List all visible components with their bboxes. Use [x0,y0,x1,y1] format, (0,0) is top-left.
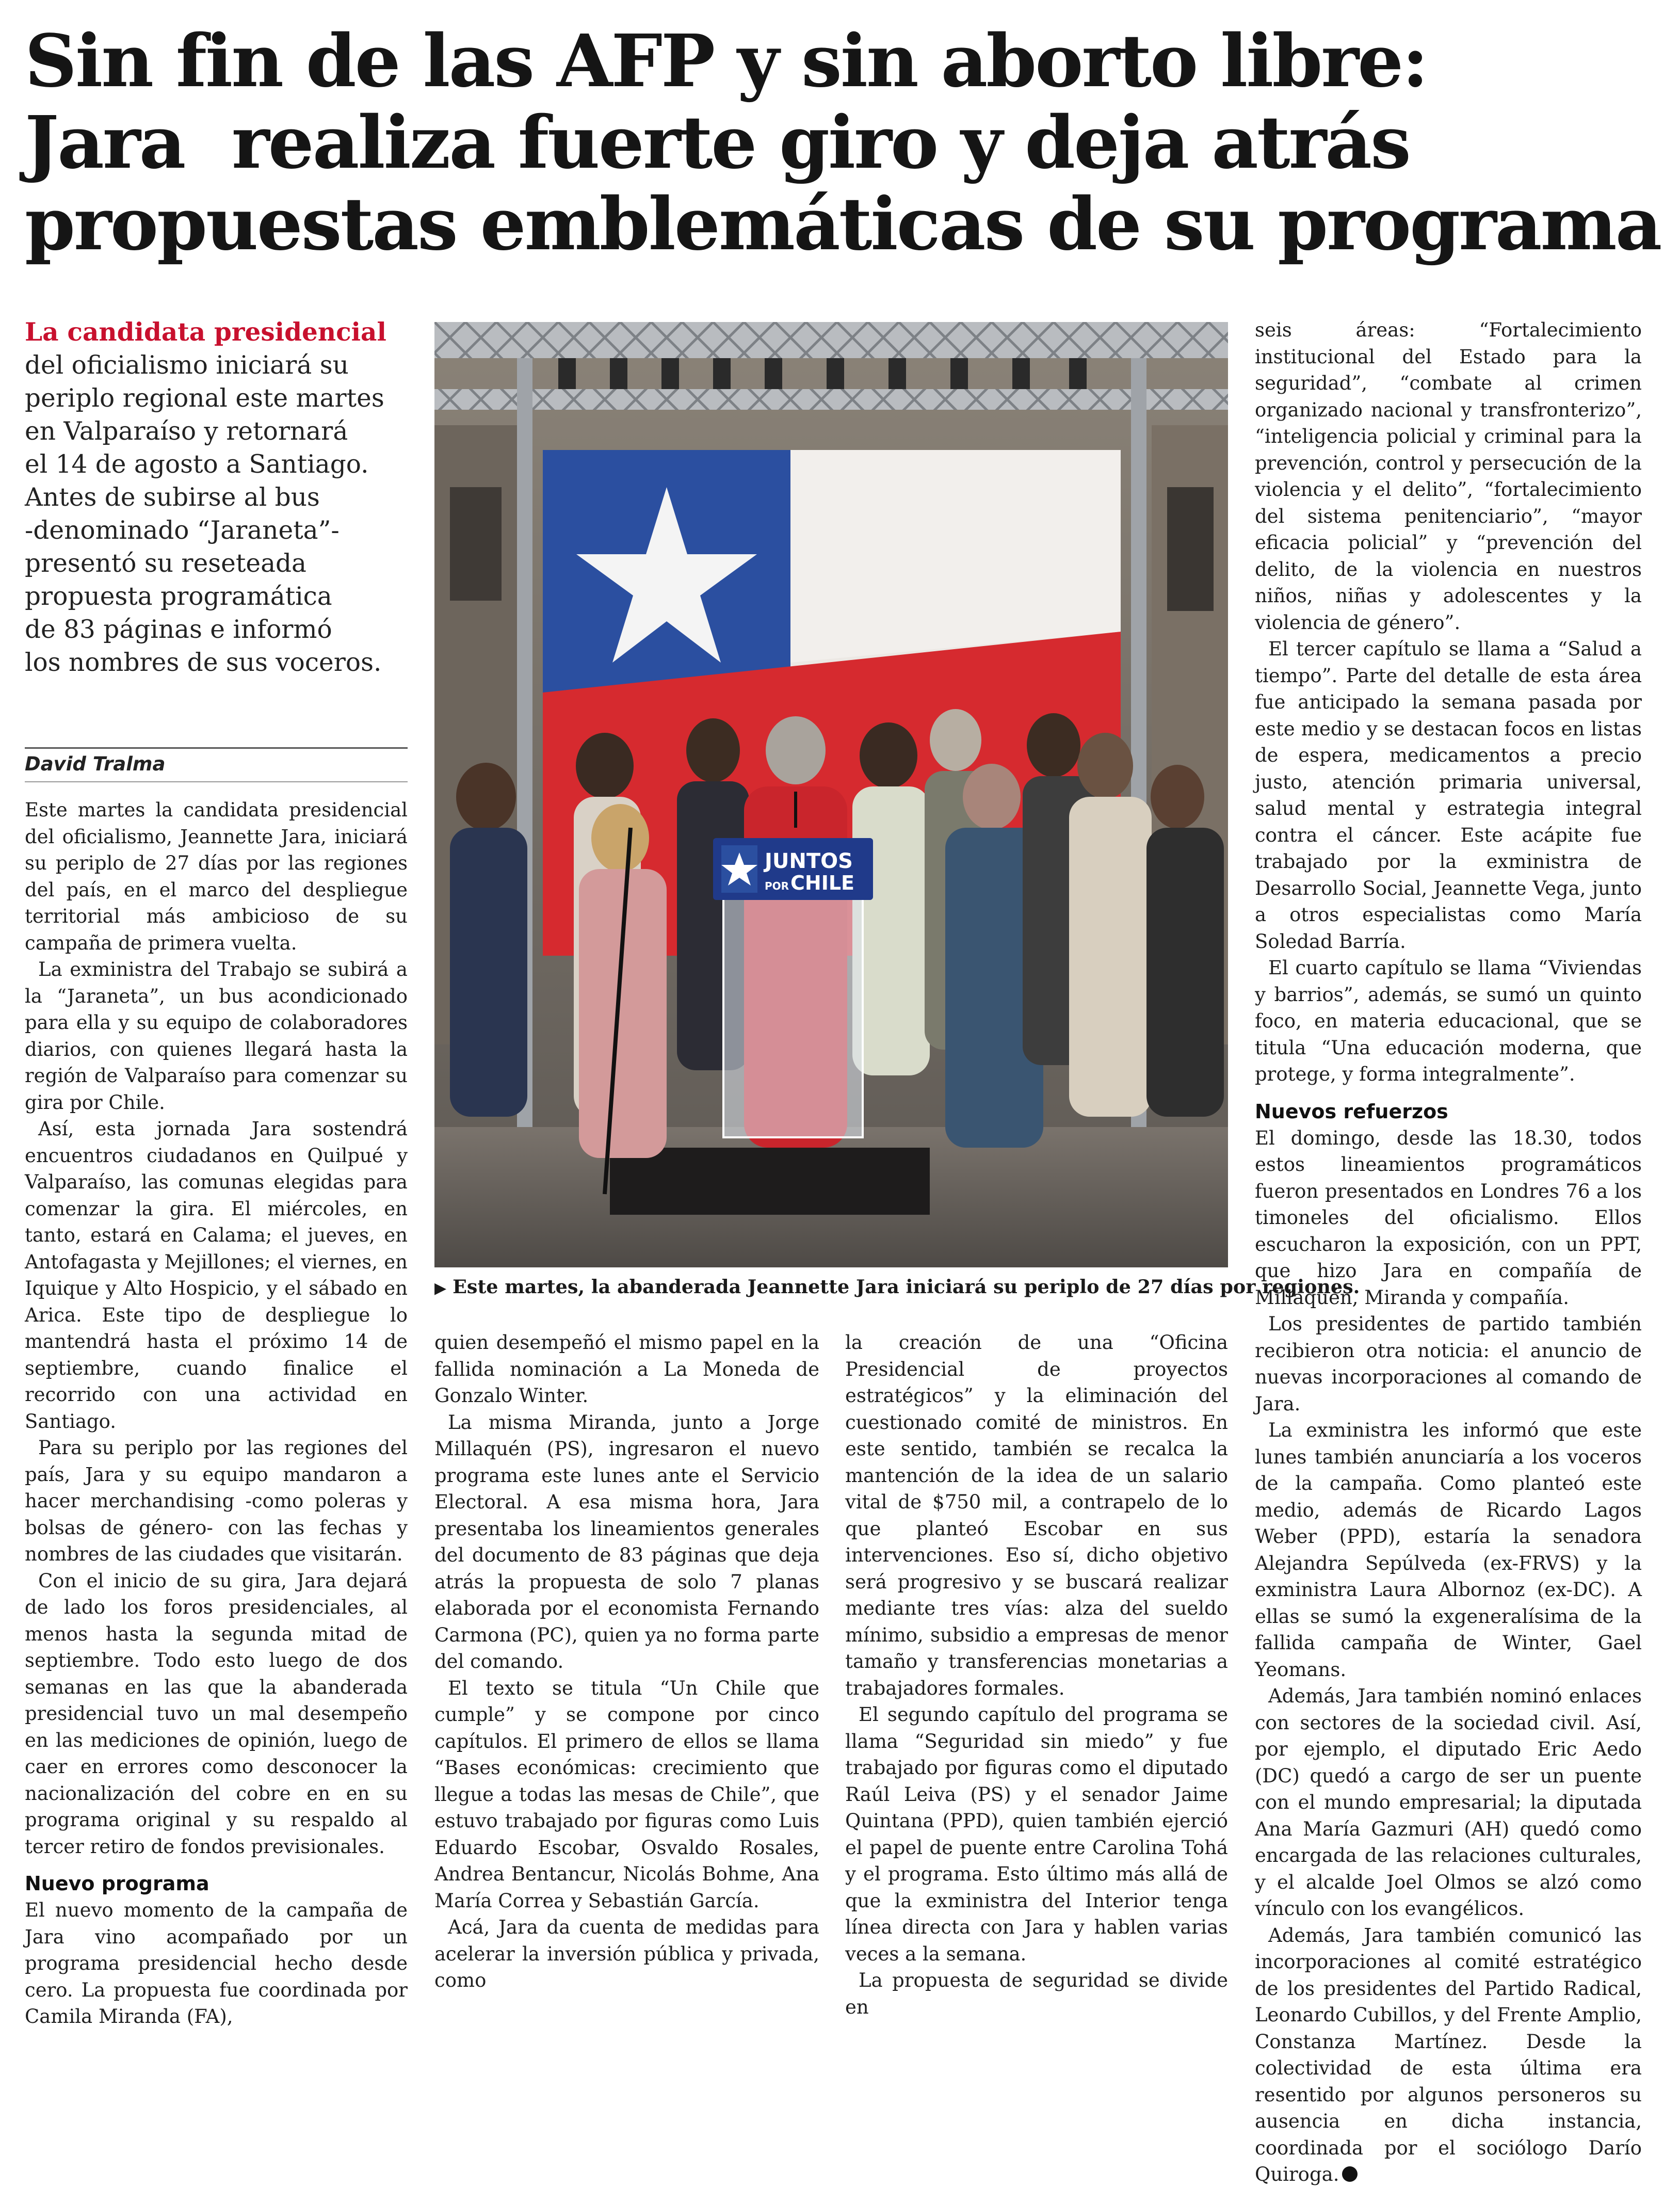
lede-line: periplo regional este martes [25,384,384,413]
lede-kicker: La candidata presidencial [25,317,386,347]
lede-line: -denominado “Jaraneta”- [25,516,340,545]
paragraph: Además, Jara también nominó enlaces con sectores de la sociedad civil. Así, por ejemplo, el diputado Eric Aedo (DC) quedó a cargo de ser un puente con el mundo empresarial; la diputada Ana María Gazmuri (AH) quedó como encargada de las relaciones culturales, y el alcalde Joel Olmos se alzó como vínculo con los evangélicos. [1255,1685,1642,1920]
caption-arrow-icon: ▶ [434,1279,447,1297]
paragraph: quien desempeñó el mismo papel en la fallida nominación a La Moneda de Gonzalo Winter. [434,1331,819,1407]
article-column-2 [434,1329,819,1994]
headline-line-1: Sin fin de las AFP y sin aborto libre: [25,19,1427,104]
paragraph: Este martes la candidata presidencial del oficialismo, Jeannette Jara, iniciará su periplo de 27 días por las regiones del país, en el marco del despliegue territorial más ambicioso de su campaña de primera vuelta. [25,799,408,954]
paragraph: Para su periplo por las regiones del país, Jara y su equipo mandaron a hacer merchandising -como poleras y bolsas de género- con las fechas y nombres de las ciudades que visitarán. [25,1437,408,1565]
paragraph: Con el inicio de su gira, Jara dejará de lado los foros presidenciales, al menos hasta la segunda mitad de septiembre. Todo esto luego de dos semanas en las que la abanderada presidencial tuvo un mal desempeño en las mediciones de opinión, luego de caer en errores como desconocer la nacionalización del cobre en en su programa original y su respaldo al tercer retiro de fondos previsionales. [25,1569,408,1858]
lede-line: propuesta programática [25,582,332,611]
paragraph: La exministra les informó que este lunes también anunciaría a los voceros de la campaña. Como planteó este medio, además de Ricardo Lagos Weber (PPD), estaría la senadora Alejandra Sepúlveda (ex-FRVS) y la exministra Laura Albornoz (ex-DC). A ellas se sumó la exgeneralísima de la fallida campaña de Winter, Gael Yeomans. [1255,1419,1642,1681]
caption-text: Este martes, la abanderada Jeannette Jara iniciará su periplo de 27 días por regiones. [453,1276,1360,1298]
article-column-3 [845,1329,1228,2020]
lede-line: los nombres de sus voceros. [25,648,382,677]
article-photo [434,322,1228,1267]
subheading-nuevo-programa: Nuevo programa [25,1872,209,1895]
headline-line-2: Jara realiza fuerte giro y deja atrás [25,101,1410,185]
paragraph: Acá, Jara da cuenta de medidas para acelerar la inversión pública y privada, como [434,1916,819,1991]
byline: David Tralma [25,753,166,775]
photo-illustration [434,322,1228,1267]
paragraph: El nuevo momento de la campaña de Jara vino acompañado por un programa presidencial hecho desde cero. La propuesta fue coordinada por Camila Miranda (FA), [25,1899,408,2028]
lede-line: en Valparaíso y retornará [25,417,348,446]
paragraph: La misma Miranda, junto a Jorge Millaquén (PS), ingresaron el nuevo programa este lunes ante el Servicio Electoral. A esa misma hora, Jara presentaba los lineamientos generales del documento de 83 páginas que deja atrás la propuesta de solo 7 planas elaborada por el economista Fernando Carmona (PC), quien ya no forma parte del comando. [434,1411,819,1672]
photo-caption [434,1274,1360,1302]
lede-line: Antes de subirse al bus [25,483,320,512]
paragraph-text: Además, Jara también comunicó las incorporaciones al comité estratégico de los presidentes del Partido Radical, Leonardo Cubillos, y del Frente Amplio, Constanza Martínez. Desde la colectividad de esta última era resentido por algunos personeros su ausencia en dicha instancia, coordinada por el sociólogo Darío Quiroga. [1255,1924,1642,2185]
paragraph: La propuesta de seguridad se divide en [845,1969,1228,2018]
byline-divider [25,781,408,782]
paragraph: seis áreas: “Fortalecimiento institucional del Estado para la seguridad”, “combate al crimen organizado nacional y transfronterizo”, “inteligencia policial y criminal para la prevención, control y persecución de la violencia y el delito”, “fortalecimiento del sistema penitenciario”, “mayor eficacia policial” y “prevención del delito, de la violencia en nuestros niños, niñas y adolescentes y la violencia de género”. [1255,319,1642,634]
subheading-nuevos-refuerzos: Nuevos refuerzos [1255,1100,1448,1123]
paragraph [1255,1922,1642,2188]
headline-line-3: propuestas emblemáticas de su programa [25,182,1661,267]
paragraph: Así, esta jornada Jara sostendrá encuentros ciudadanos en Quilpué y Valparaíso, las comunas elegidas para comenzar la gira. El miércoles, en tanto, estará en Calama; el jueves, en Antofagasta y Mejillones; el viernes, en Iquique y Alto Hospicio, y el sábado en Arica. Este tipo de despliegue lo mantendrá hasta el próximo 14 de septiembre, cuando finalice el recorrido con una actividad en Santiago. [25,1118,408,1433]
headline [25,19,1661,267]
end-mark-icon [1342,2166,1358,2182]
podium-sign-text-2: POR [765,880,789,892]
lede [25,316,410,679]
paragraph: Los presidentes de partido también recibieron otra noticia: el anuncio de nuevas incorporaciones al comando de Jara. [1255,1313,1642,1415]
byline-rule [25,747,408,749]
lede-line: de 83 páginas e informó [25,615,332,644]
lede-line: del oficialismo iniciará su [25,351,349,380]
podium-sign-text-1: JUNTOS [765,849,853,873]
paragraph: El tercer capítulo se llama a “Salud a tiempo”. Parte del detalle de esta área fue anticipado la semana pasada por este medio y se destacan focos en listas de espera, medicamentos a precio justo, atención primaria universal, salud mental y estrategia integral contra el cáncer. Este acápite fue trabajado por la exministra de Desarrollo Social, Jeannette Vega, junto a otros especialistas como María Soledad Barría. [1255,638,1642,953]
paragraph: El texto se titula “Un Chile que cumple” y se compone por cinco capítulos. El primero de ellos se llama “Bases económicas: crecimiento que llegue a todas las mesas de Chile”, que estuvo trabajado por figuras como Luis Eduardo Escobar, Osvaldo Rosales, Andrea Bentancur, Nicolás Bohme, Ana María Correa y Sebastián García. [434,1677,819,1912]
paragraph: la creación de una “Oficina Presidencial de proyectos estratégicos” y la eliminación del cuestionado comité de ministros. En este sentido, también se recalca la mantención de la idea de un salario vital de $750 mil, a contrapelo de lo que planteó Escobar en sus intervenciones. Eso sí, dicho objetivo será progresivo y se buscará realizar mediante tres vías: alza del sueldo mínimo, subsidio a empresas de menor tamaño y transferencias monetarias a trabajadores formales. [845,1331,1228,1699]
paragraph: El segundo capítulo del programa se llama “Seguridad sin miedo” y fue trabajado por figuras como el diputado Raúl Leiva (PS) y el senador Jaime Quintana (PPD), quien también ejerció el papel de puente entre Carolina Tohá y el programa. Esto último más allá de que la exministra del Interior tenga línea directa con Jara y hablen varias veces a la semana. [845,1703,1228,1965]
article-column-1 [25,797,408,2030]
paragraph: El cuarto capítulo se llama “Viviendas y barrios”, además, se sumó un quinto foco, en materia educacional, que se titula “Una educación moderna, que protege, y forma integralmente”. [1255,957,1642,1085]
article-column-4 [1255,317,1642,2188]
lede-line: el 14 de agosto a Santiago. [25,450,369,479]
lede-line: presentó su reseteada [25,549,306,578]
podium-sign-text-3: CHILE [790,872,855,894]
paragraph: El domingo, desde las 18.30, todos estos lineamientos programáticos fueron presentados en Londres 76 a los timoneles del oficialismo. Ellos escucharon la exposición, con un PPT, que hizo Jara en compañía de Millaquén, Miranda y compañía. [1255,1127,1642,1309]
paragraph: La exministra del Trabajo se subirá a la “Jaraneta”, un bus acondicionado para ella y su equipo de colaboradores diarios, con quienes llegará hasta la región de Valparaíso para comenzar su gira por Chile. [25,958,408,1114]
